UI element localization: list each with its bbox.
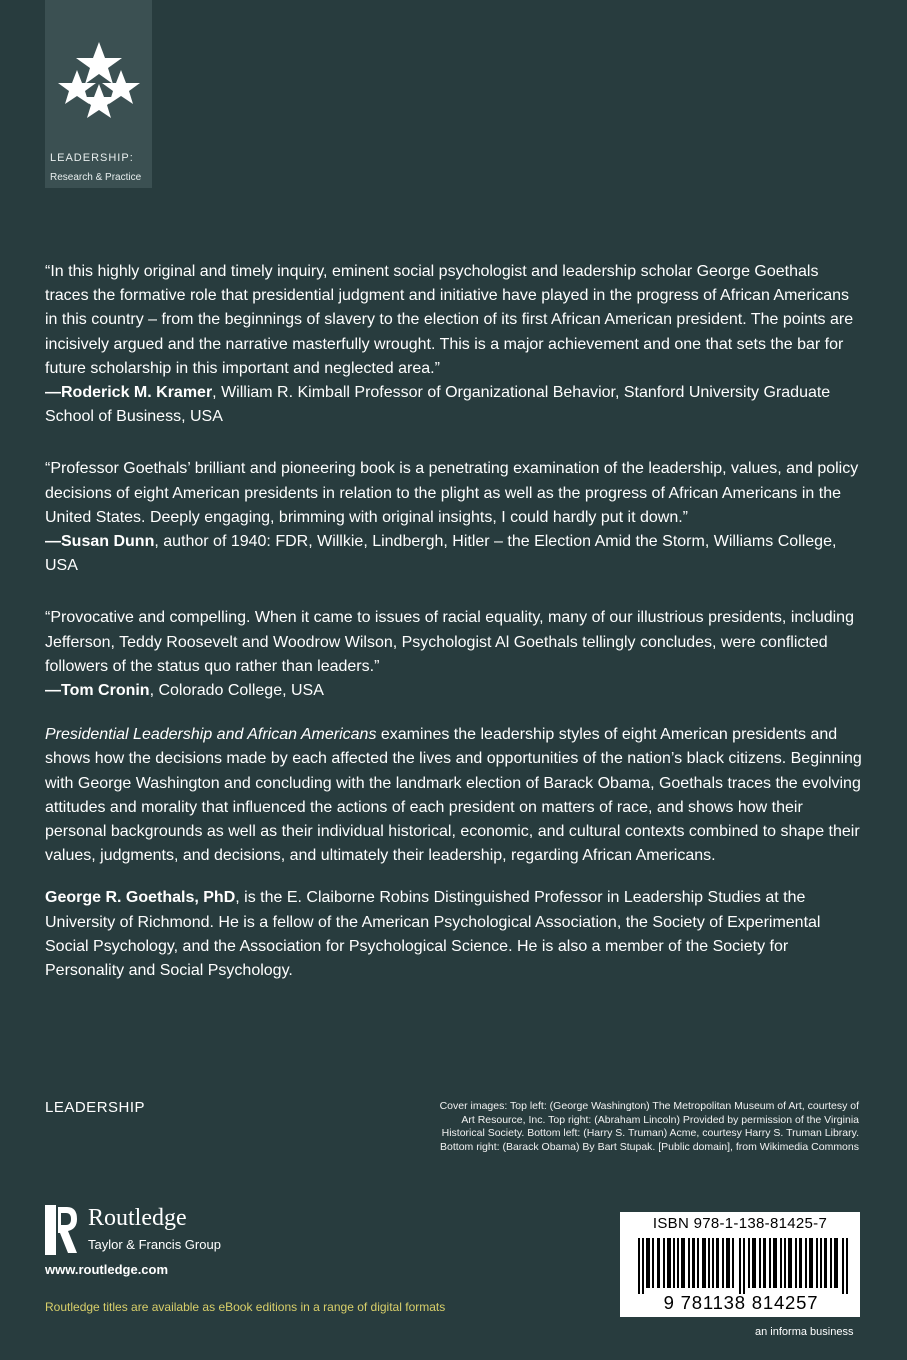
review-1-quote: “In this highly original and timely inquiry, eminent social psychologist and leadership scholar George Goethals traces the formative role that presidential judgment and initiative have played in the progress of African Americans in this country – from the beginnings of slavery to the election of its first African American president. The points are incisively argued and the narrative masterfully wrought. This is a major achievement and one that sets the bar for future scholarship in this important and neglected area.” <box>45 263 854 377</box>
review-3-quote: “Provocative and compelling. When it came to issues of racial equality, many of our illustrious presidents, including Jefferson, Teddy Roosevelt and Woodrow Wilson, Psychologist Al Goethals tellingly concludes, were conflicted followers of the status quo rather than leaders.” <box>45 609 854 675</box>
publisher-group: Taylor & Francis Group <box>88 1237 221 1252</box>
review-1-affiliation: , William R. Kimball Professor of Organizational Behavior, Stanford University Graduate School of Business, USA <box>45 384 831 426</box>
review-2-name: —Susan Dunn <box>45 533 155 551</box>
series-badge <box>45 0 152 188</box>
barcode-bars-icon <box>638 1238 850 1294</box>
series-badge-subtitle: Research & Practice <box>50 172 142 183</box>
routledge-mark-icon <box>45 1205 79 1255</box>
review-3 <box>45 606 865 703</box>
review-1-name: —Roderick M. Kramer <box>45 384 213 402</box>
description-body: examines the leadership styles of eight American presidents and shows how the decisions made by each affected the lives and opportunities of the nation’s black citizens. Beginning with George Washington and concluding with the landmark election of Barack Obama, Goethals traces the evolving attitudes and morality that influenced the actions of each president on matters of race, and shows how their personal backgrounds as well as their individual historical, economic, and cultural contexts combined to shape their values, judgments, and decisions, and ultimately their leadership, regarding African Americans. <box>45 726 862 865</box>
isbn-label: ISBN 978-1-138-81425-7 <box>652 1215 828 1232</box>
review-2-quote: “Professor Goethals’ brilliant and pioneering book is a penetrating examination of the leadership, values, and policy decisions of eight American presidents in relation to the plight as well as the progress of African Americans in the United States. Deeply engaging, brimming with original insights, I could hardly put it down.” <box>45 460 859 526</box>
publisher-name: Routledge <box>88 1205 187 1231</box>
author-bio-body: , is the E. Claiborne Robins Distinguished Professor in Leadership Studies at the University of Richmond. He is a fellow of the American Psychological Association, the Society of Experimental Social Psychology, and the Association for Psychological Science. He is also a member of the Society for Personality and Social Psychology. <box>45 889 821 980</box>
barcode-digits: 9 781138 814257 <box>663 1292 819 1313</box>
book-title: Presidential Leadership and African Americans <box>45 726 377 744</box>
back-cover-text <box>45 260 865 983</box>
barcode <box>620 1212 860 1317</box>
author-bio <box>45 886 865 983</box>
routledge-logo <box>45 1205 225 1255</box>
series-name: LEADERSHIP <box>45 1099 146 1116</box>
publisher-website[interactable]: www.routledge.com <box>45 1262 169 1277</box>
stars-logo-icon <box>57 40 141 124</box>
cover-credits: Cover images: Top left: (George Washington) The Metropolitan Museum of Art, courtesy of Art Resource, Inc. Top right: (Abraham Lincoln) Provided by permission of the Virginia Historical Society. Bottom left: (Harry S. Truman) Acme, courtesy Harry S. Truman Library. Bottom right: (Barack Obama) By Bart Stupak. [Public domain], from Wikimedia Commons <box>439 1100 859 1153</box>
review-1 <box>45 260 865 429</box>
review-3-name: —Tom Cronin <box>45 682 150 700</box>
review-2 <box>45 457 865 578</box>
ebook-note: Routledge titles are available as eBook editions in a range of digital formats <box>45 1300 446 1314</box>
informa-label: an informa business <box>755 1326 854 1338</box>
series-badge-title: LEADERSHIP: <box>50 152 134 164</box>
review-2-affiliation: , author of 1940: FDR, Willkie, Lindbergh, Hitler – the Election Amid the Storm, Williams College, USA <box>45 533 837 575</box>
author-name: George R. Goethals, PhD <box>45 889 236 907</box>
review-3-affiliation: , Colorado College, USA <box>149 682 324 700</box>
book-description <box>45 723 865 868</box>
